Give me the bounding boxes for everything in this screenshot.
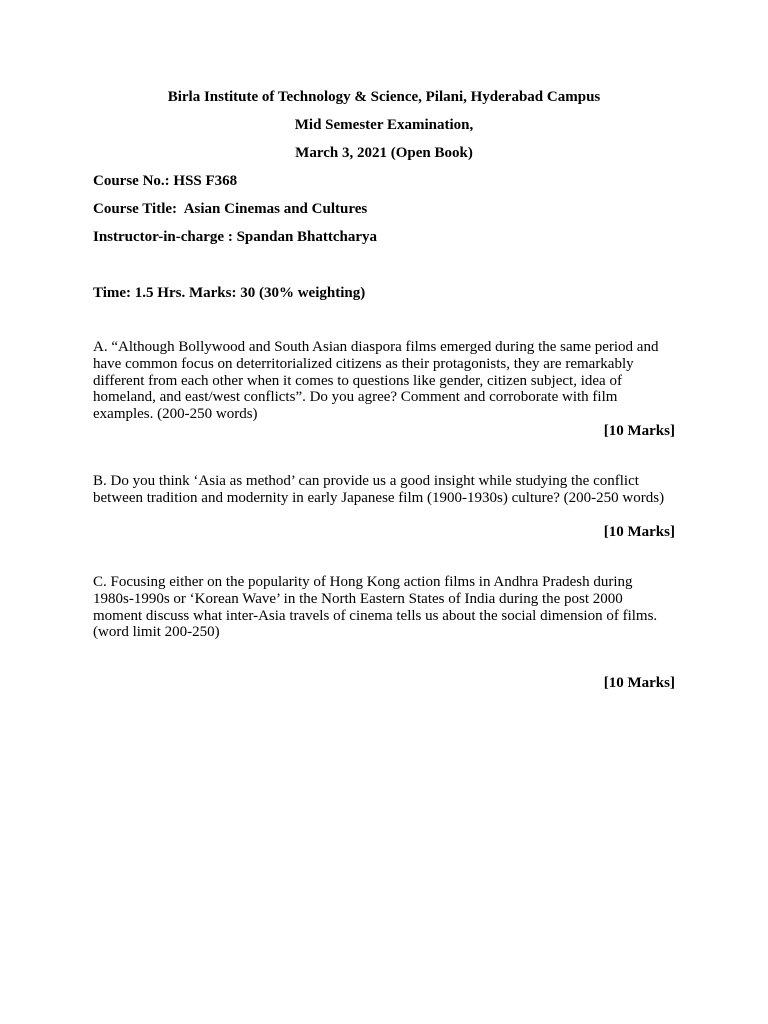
question-a-text: A. “Although Bollywood and South Asian diaspora films emerged during the same period and have common focus on deterritorialized citizens as their protagonists, they are remarkably different from each other when it comes to questions like gender, citizen subject, idea of homeland, and east/west conflicts”. Do you agree? Comment and corroborate with film examples. (200-250 words) [93,339,659,423]
institute-heading: Birla Institute of Technology & Science, Pilani, Hyderabad Campus [167,89,601,105]
course-number: Course No.: HSS F368 [93,173,238,189]
question-b-text: B. Do you think ‘Asia as method’ can provide us a good insight while studying the conflict between tradition and modernity in early Japanese film (1900-1930s) culture? (200-250 words) [93,473,665,506]
question-c-marks: [10 Marks] [603,675,675,691]
question-b-marks: [10 Marks] [603,524,675,540]
course-title: Course Title: Asian Cinemas and Cultures [93,201,368,217]
exam-heading: Mid Semester Examination, [294,117,474,133]
exam-date: March 3, 2021 (Open Book) [295,145,473,161]
question-a-marks: [10 Marks] [603,423,675,439]
instructor-in-charge: Instructor-in-charge : Spandan Bhattcharya [93,229,378,245]
question-c-text: C. Focusing either on the popularity of Hong Kong action films in Andhra Pradesh during 1980s-1990s or ‘Korean Wave’ in the North Eastern States of India during the post 2000 moment discuss what inter-Asia travels of cinema tells us about the social dimension of films. (word limit 200-250) [93,574,658,641]
time-and-marks: Time: 1.5 Hrs. Marks: 30 (30% weighting) [93,285,366,301]
